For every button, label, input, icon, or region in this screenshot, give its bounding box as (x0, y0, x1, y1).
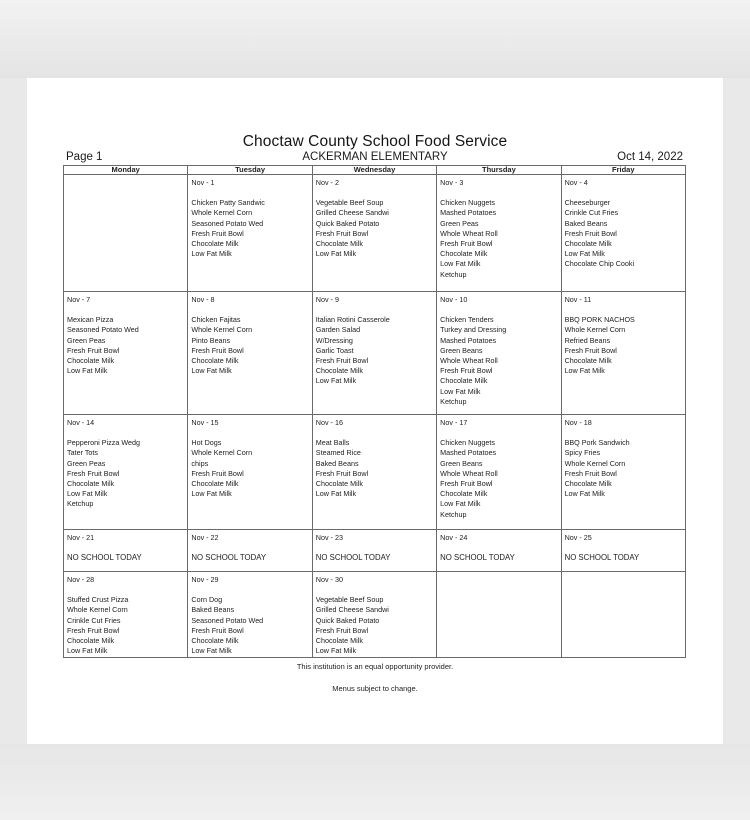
day-date: Nov - 28 (67, 575, 95, 584)
menu-item: Whole Wheat Roll (440, 228, 498, 238)
menu-item: Steamed Rice (315, 448, 361, 458)
menu-item: Green Beans (440, 345, 483, 355)
menu-item: Refried Beans (564, 335, 611, 345)
day-cell (561, 175, 685, 292)
menu-item: Chocolate Milk (315, 239, 363, 249)
day-date: Nov - 3 (440, 178, 464, 187)
day-date: Nov - 29 (191, 575, 219, 584)
menu-item: Tater Tots (67, 448, 99, 458)
print-date: Oct 14, 2022 (617, 151, 683, 163)
menu-item: Fresh Fruit Bowl (440, 239, 493, 249)
menu-item: Low Fat Milk (191, 366, 232, 376)
day-cell (437, 572, 561, 658)
day-cell (437, 530, 561, 572)
menu-item: Quick Baked Potato (315, 218, 380, 228)
menu-item: Chocolate Milk (67, 356, 115, 366)
day-cell (561, 415, 685, 530)
menu-item: NO SCHOOL TODAY (67, 553, 142, 563)
menu-item: Chicken Nuggets (440, 198, 495, 208)
menu-item: Crinkle Cut Fries (564, 208, 619, 218)
day-cell (64, 175, 188, 292)
week-row (64, 292, 686, 415)
menu-item: Grilled Cheese Sandwi (315, 605, 389, 615)
day-date: Nov - 10 (440, 295, 468, 304)
weekday-wednesday: Wednesday (312, 166, 436, 175)
menu-item: Stuffed Crust Pizza (67, 595, 129, 605)
week-row (64, 175, 686, 292)
menu-item: Whole Kernel Corn (191, 448, 253, 458)
menu-item: Spicy Fries (564, 448, 601, 458)
menu-item: Baked Beans (315, 458, 359, 468)
menu-item: Chocolate Milk (440, 249, 488, 259)
menu-item: Baked Beans (564, 218, 608, 228)
menu-item: Mashed Potatoes (440, 208, 497, 218)
menu-item: Fresh Fruit Bowl (564, 228, 617, 238)
menu-item: Green Peas (440, 218, 479, 228)
weekday-thursday: Thursday (437, 166, 561, 175)
menu-item: Italian Rotini Casserole (315, 315, 390, 325)
menu-item: Meat Balls (315, 438, 350, 448)
day-cell (188, 175, 312, 292)
menu-item: Chocolate Milk (440, 489, 488, 499)
day-cell (64, 572, 188, 658)
menu-item: Chocolate Milk (191, 239, 239, 249)
menu-item: Ketchup (67, 499, 94, 509)
menu-item: Chicken Nuggets (440, 438, 495, 448)
day-date: Nov - 15 (191, 418, 219, 427)
menu-item: Chocolate Milk (440, 376, 488, 386)
menu-item: W/Dressing (315, 335, 353, 345)
menu-item: Fresh Fruit Bowl (191, 468, 244, 478)
menu-item: Vegetable Beef Soup (315, 595, 384, 605)
menu-item: Chocolate Milk (67, 479, 115, 489)
menu-item: Low Fat Milk (67, 366, 108, 376)
day-date: Nov - 16 (315, 418, 343, 427)
menu-item: Whole Kernel Corn (564, 458, 626, 468)
menu-item: chips (191, 458, 209, 468)
photo-background-bottom (0, 744, 750, 820)
day-cell (64, 292, 188, 415)
menu-item: Mashed Potatoes (440, 448, 497, 458)
menu-item: Chocolate Milk (315, 366, 363, 376)
menu-item: Chicken Patty Sandwic (191, 198, 265, 208)
menu-item: BBQ Pork Sandwich (564, 438, 630, 448)
menu-item: Fresh Fruit Bowl (564, 468, 617, 478)
menu-item: Low Fat Milk (315, 646, 357, 656)
menu-item: Green Peas (67, 458, 106, 468)
menu-item: Low Fat Milk (564, 366, 605, 376)
day-date: Nov - 24 (440, 533, 468, 542)
menu-item: Grilled Cheese Sandwi (315, 208, 389, 218)
menu-item: Whole Kernel Corn (191, 208, 253, 218)
menu-item: NO SCHOOL TODAY (191, 553, 267, 563)
menu-item: BBQ PORK NACHOS (564, 315, 635, 325)
menu-item: NO SCHOOL TODAY (315, 553, 391, 563)
day-cell (312, 415, 436, 530)
menu-sheet (27, 78, 723, 744)
day-date: Nov - 22 (191, 533, 219, 542)
menu-item: Fresh Fruit Bowl (315, 228, 369, 238)
day-date: Nov - 30 (315, 575, 343, 584)
menu-item: Fresh Fruit Bowl (440, 479, 493, 489)
menu-item: Green Peas (67, 335, 106, 345)
day-cell (312, 175, 436, 292)
menu-item: Baked Beans (191, 605, 235, 615)
menu-item: Chocolate Milk (564, 479, 612, 489)
menu-item: Whole Kernel Corn (564, 325, 626, 335)
page-number: Page 1 (66, 151, 103, 163)
day-cell (437, 415, 561, 530)
menu-item: Seasoned Potato Wed (67, 325, 139, 335)
menu-item: Ketchup (440, 269, 467, 279)
menu-item: Chocolate Milk (315, 636, 363, 646)
menu-item: Mexican Pizza (67, 315, 114, 325)
day-date: Nov - 11 (564, 295, 592, 304)
menu-item: Fresh Fruit Bowl (67, 625, 120, 635)
menu-item: Chocolate Chip Cooki (564, 259, 635, 269)
menu-item: Chocolate Milk (191, 636, 239, 646)
menu-item: Garlic Toast (315, 345, 354, 355)
menu-item: Crinkle Cut Fries (67, 615, 121, 625)
menu-item: Low Fat Milk (315, 249, 357, 259)
menu-item: Fresh Fruit Bowl (67, 468, 120, 478)
menu-item: Fresh Fruit Bowl (564, 345, 617, 355)
menu-item: Chicken Tenders (440, 315, 494, 325)
day-date: Nov - 7 (67, 295, 91, 304)
day-cell (312, 530, 436, 572)
menu-item: NO SCHOOL TODAY (564, 553, 640, 563)
menu-item: Corn Dog (191, 595, 223, 605)
day-cell (561, 292, 685, 415)
menu-item: Whole Wheat Roll (440, 468, 498, 478)
menu-item: Fresh Fruit Bowl (315, 468, 369, 478)
weekday-monday: Monday (64, 166, 188, 175)
week-row (64, 572, 686, 658)
day-cell (188, 572, 312, 658)
menu-item: Chocolate Milk (191, 356, 239, 366)
menu-item: Chicken Fajitas (191, 315, 241, 325)
menu-item: Ketchup (440, 396, 467, 406)
weekday-header-row (64, 166, 686, 175)
menu-item: Fresh Fruit Bowl (315, 625, 369, 635)
week-row (64, 530, 686, 572)
menu-item: Cheeseburger (564, 198, 611, 208)
menu-item: Hot Dogs (191, 438, 222, 448)
day-cell (64, 415, 188, 530)
menu-item: Fresh Fruit Bowl (440, 366, 493, 376)
day-date: Nov - 4 (564, 178, 588, 187)
menu-item: Low Fat Milk (191, 489, 232, 499)
menu-item: Chocolate Milk (564, 356, 612, 366)
menu-item: Pepperoni Pizza Wedg (67, 438, 140, 448)
menu-item: Quick Baked Potato (315, 615, 380, 625)
menu-item: Fresh Fruit Bowl (191, 228, 244, 238)
menu-item: Low Fat Milk (315, 489, 357, 499)
day-cell (188, 415, 312, 530)
day-cell (561, 572, 685, 658)
menu-item: NO SCHOOL TODAY (440, 553, 515, 563)
day-date: Nov - 18 (564, 418, 592, 427)
menu-item: Chocolate Milk (315, 479, 363, 489)
menu-item: Whole Kernel Corn (191, 325, 253, 335)
menu-item: Fresh Fruit Bowl (315, 356, 369, 366)
day-date: Nov - 23 (315, 533, 343, 542)
day-cell (312, 572, 436, 658)
menu-item: Pinto Beans (191, 335, 231, 345)
week-row (64, 415, 686, 530)
menu-item: Green Beans (440, 458, 483, 468)
menu-item: Whole Kernel Corn (67, 605, 128, 615)
menu-item: Vegetable Beef Soup (315, 198, 384, 208)
menu-item: Garden Salad (315, 325, 361, 335)
day-date: Nov - 14 (67, 418, 95, 427)
menu-item: Fresh Fruit Bowl (191, 345, 244, 355)
day-cell (437, 175, 561, 292)
menu-item: Low Fat Milk (440, 386, 481, 396)
menu-item: Low Fat Milk (67, 646, 108, 656)
menu-item: Turkey and Dressing (440, 325, 507, 335)
day-cell (312, 292, 436, 415)
menu-item: Mashed Potatoes (440, 335, 497, 345)
day-date: Nov - 21 (67, 533, 95, 542)
equal-opportunity-note: This institution is an equal opportunity provider. (296, 662, 454, 671)
day-date: Nov - 25 (564, 533, 592, 542)
day-cell (64, 530, 188, 572)
menu-item: Low Fat Milk (315, 376, 357, 386)
school-name: ACKERMAN ELEMENTARY (302, 151, 448, 163)
day-date: Nov - 9 (315, 295, 339, 304)
menu-item: Low Fat Milk (440, 499, 481, 509)
day-cell (188, 292, 312, 415)
menu-item: Chocolate Milk (564, 239, 612, 249)
menu-item: Low Fat Milk (564, 249, 605, 259)
menu-item: Seasoned Potato Wed (191, 615, 264, 625)
menu-item: Ketchup (440, 509, 467, 519)
menu-item: Chocolate Milk (67, 636, 115, 646)
photo-background-top (0, 0, 750, 78)
day-cell (188, 530, 312, 572)
menu-item: Chocolate Milk (191, 479, 239, 489)
menu-item: Low Fat Milk (191, 249, 232, 259)
menu-item: Low Fat Milk (564, 489, 605, 499)
weekday-friday: Friday (561, 166, 685, 175)
day-cell (437, 292, 561, 415)
menu-item: Low Fat Milk (67, 489, 108, 499)
menu-change-note: Menus subject to change. (332, 684, 418, 693)
day-cell (561, 530, 685, 572)
day-date: Nov - 1 (191, 178, 215, 187)
menu-calendar (63, 165, 686, 658)
day-date: Nov - 17 (440, 418, 468, 427)
menu-item: Whole Wheat Roll (440, 356, 498, 366)
menu-item: Seasoned Potato Wed (191, 218, 264, 228)
day-date: Nov - 2 (315, 178, 339, 187)
menu-item: Fresh Fruit Bowl (191, 625, 244, 635)
menu-item: Low Fat Milk (440, 259, 481, 269)
menu-item: Low Fat Milk (191, 646, 232, 656)
weekday-tuesday: Tuesday (188, 166, 312, 175)
day-date: Nov - 8 (191, 295, 215, 304)
document-title: Choctaw County School Food Service (242, 133, 508, 150)
menu-item: Fresh Fruit Bowl (67, 345, 120, 355)
